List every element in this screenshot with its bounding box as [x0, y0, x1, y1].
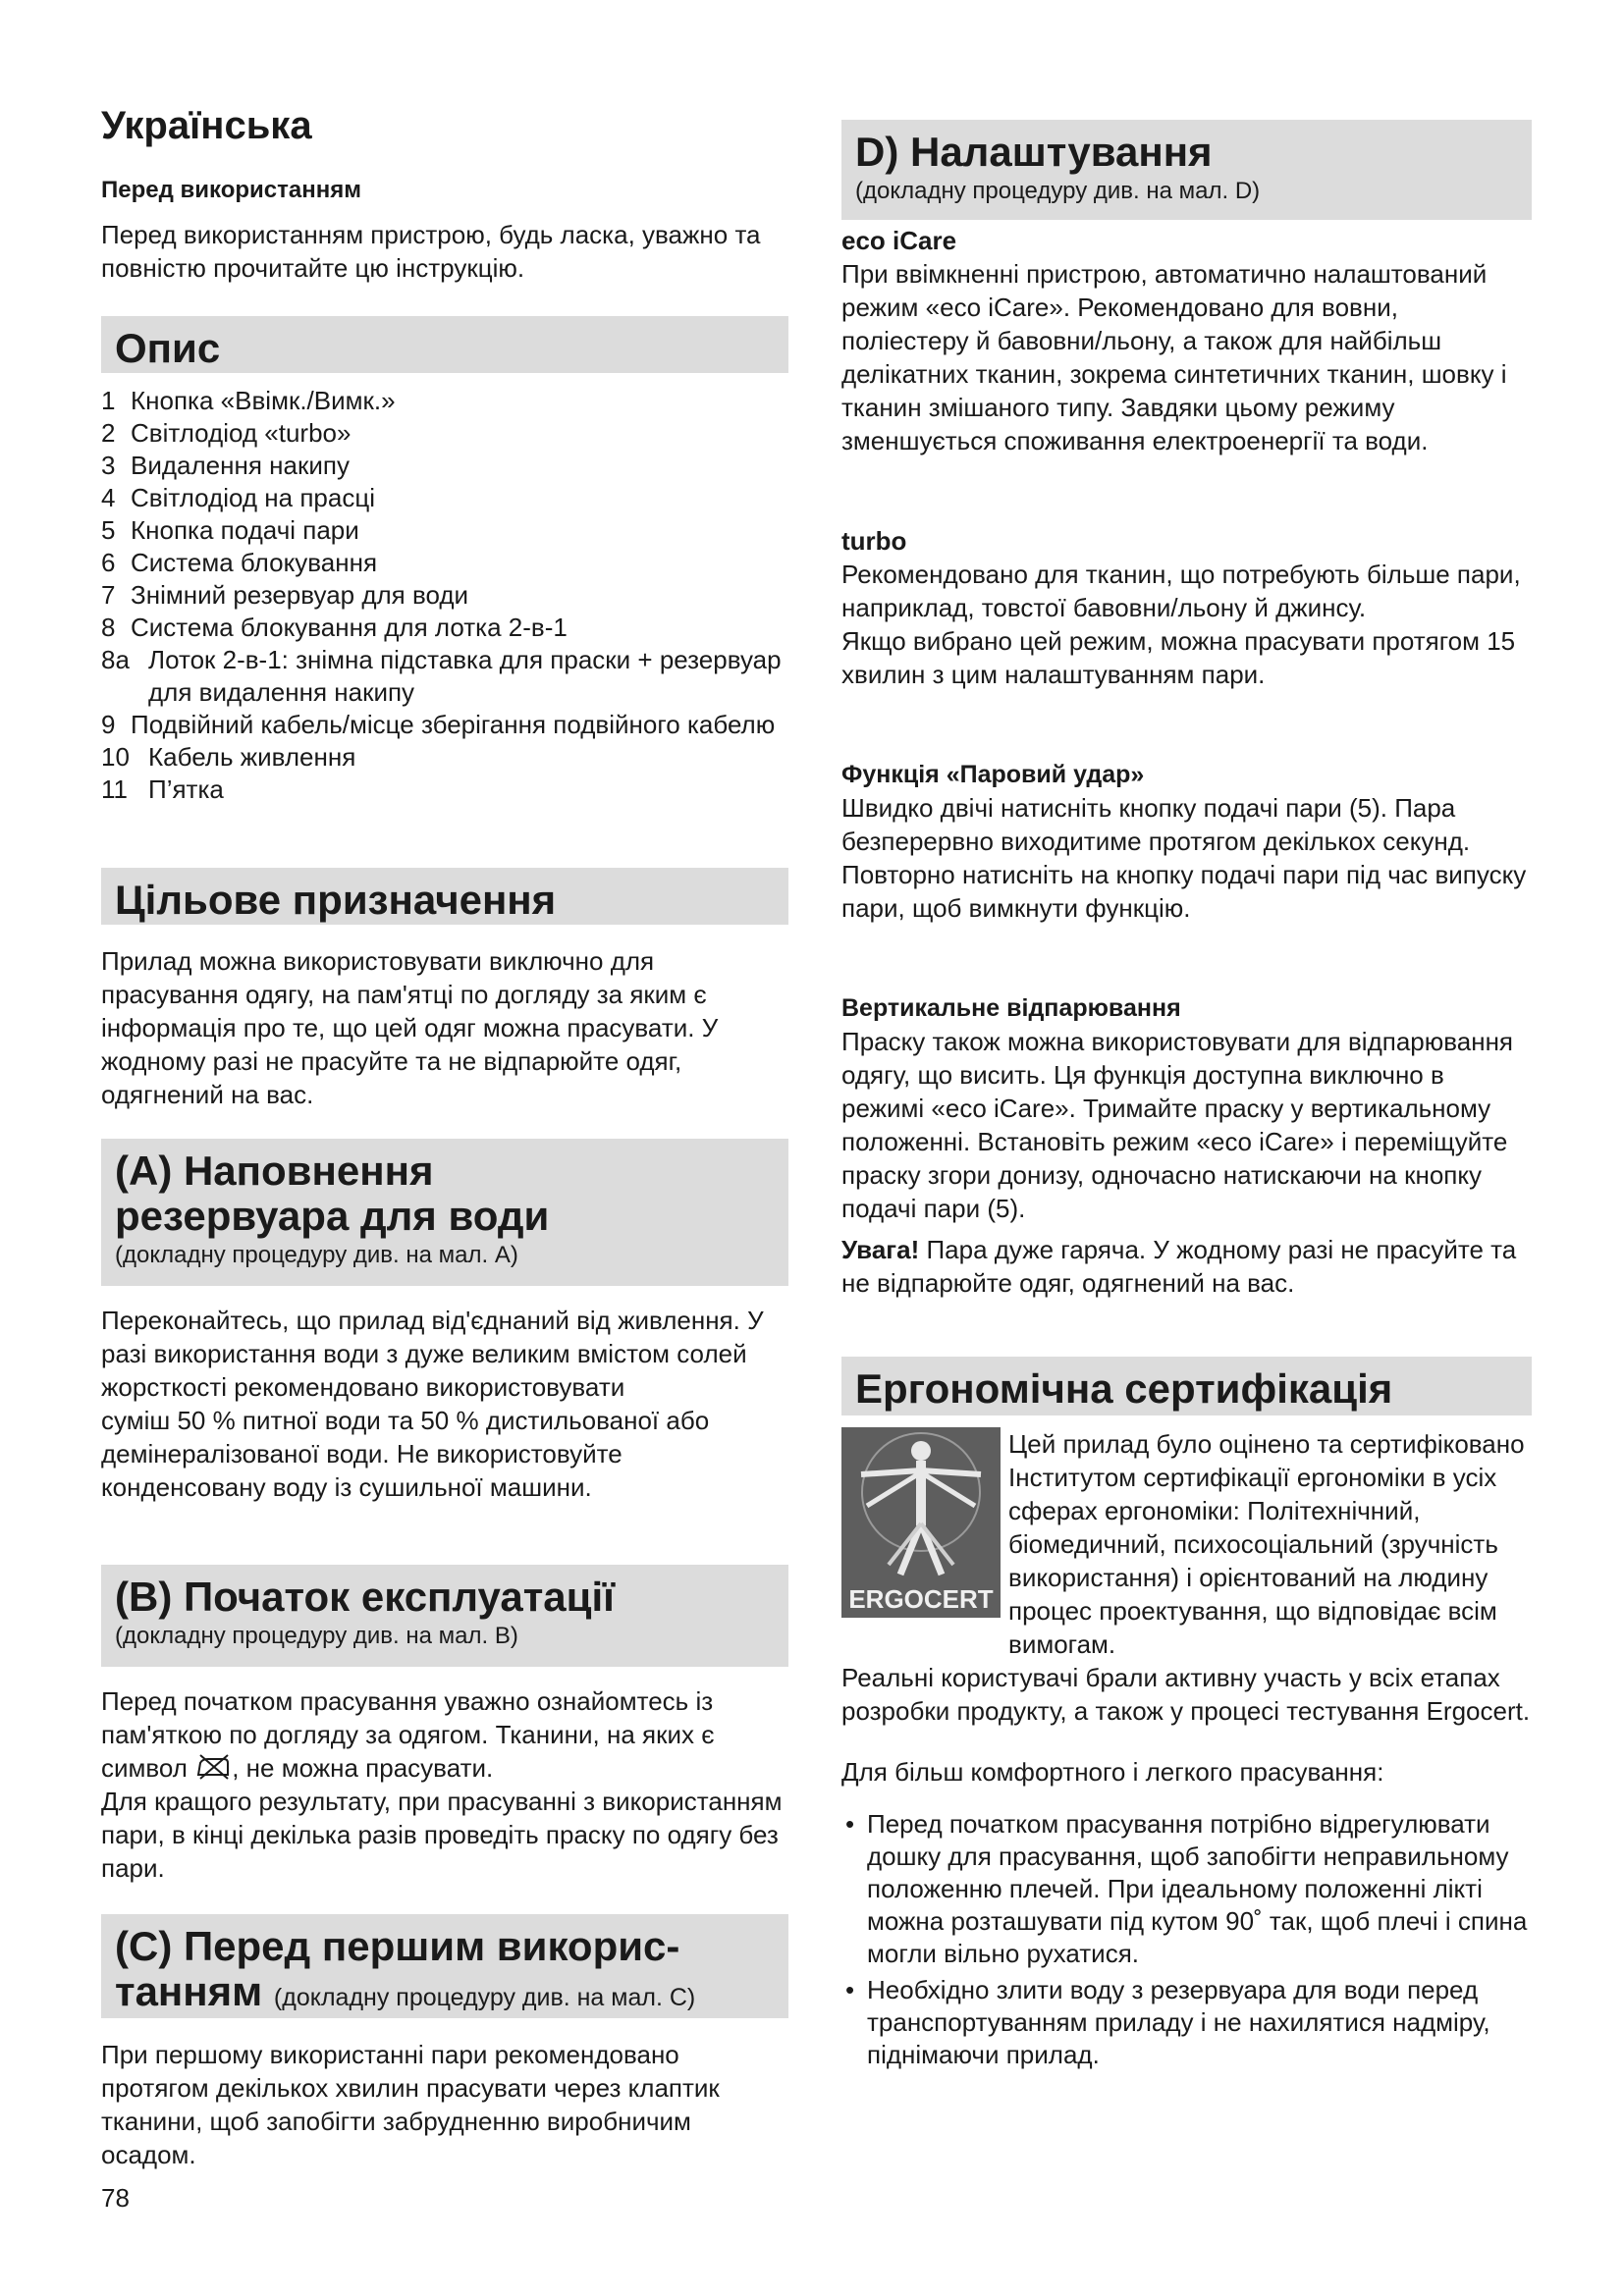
- description-list-wrap: [101, 385, 788, 806]
- description-item: [101, 417, 788, 450]
- section-a-title-line2: резервуара для води: [115, 1193, 550, 1239]
- section-c-title-line1: (C) Перед першим викорис-: [115, 1923, 680, 1969]
- ergonomic-title: Ергономічна сертифікація: [855, 1365, 1393, 1412]
- description-item-text: Світлодіод на прасці: [131, 483, 375, 512]
- vertical-steam-text: Праску також можна використовувати для відпарювання одягу, що висить. Ця функція доступна виключно в режимі «eco iCare». Тримайте праску у вертикальному положенні. Встановіть режим «eco iCare» і переміщуйте праску згори донизу, одночасно натискаючи на кнопку подачі пари (5).: [841, 1027, 1514, 1223]
- description-item-number: 9: [101, 710, 116, 739]
- ergonomic-bullets: [841, 1808, 1532, 2071]
- before-use-text: Перед використанням пристрою, будь ласка, уважно та повністю прочитайте цю інструкцію.: [101, 220, 761, 283]
- section-c-title-line2-wrap: [115, 1969, 775, 2020]
- description-item-text: Видалення накипу: [131, 451, 350, 480]
- section-c-note: (докладну процедуру див. на мал. C): [273, 1984, 696, 2011]
- description-item-number: 5: [101, 515, 116, 545]
- section-b-text2: Для кращого результату, при прасуванні з використанням пари, в кінці декілька разів проведіть праску по одягу без пари.: [101, 1787, 783, 1883]
- description-item-text: Знімний резервуар для води: [131, 580, 469, 610]
- description-item-number: 10: [101, 742, 130, 772]
- section-a-note: (докладну процедуру див. на мал. A): [115, 1242, 518, 1268]
- description-item-number: 2: [101, 418, 116, 448]
- turbo-heading: turbo: [841, 526, 907, 556]
- turbo-text2: Якщо вибрано цей режим, можна прасувати протягом 15 хвилин з цим налаштуванням пари.: [841, 626, 1516, 689]
- section-c-title-line2: танням: [115, 1968, 263, 2014]
- eco-heading: eco iCare: [841, 226, 957, 255]
- section-c-body: [101, 2038, 788, 2171]
- description-item-text: Подвійний кабель/місце зберігання подвійного кабелю: [131, 710, 776, 739]
- logo-float-spacer: [841, 1427, 1008, 1633]
- page-number: 78: [101, 2183, 130, 2213]
- turbo-text1: Рекомендовано для тканин, що потребують більше пари, наприклад, товстої бавовни/льону й джинсу.: [841, 560, 1521, 622]
- description-item-number: 11: [101, 774, 128, 804]
- description-title: Опис: [115, 325, 221, 371]
- description-heading-box: [101, 316, 788, 373]
- vertical-steam-section: [841, 991, 1532, 1300]
- description-item-text: Кабель живлення: [148, 742, 356, 772]
- section-b-body: [101, 1684, 788, 1885]
- description-item: [101, 709, 788, 741]
- description-item-text: Лоток 2-в-1: знімна підставка для праски + резервуар для видалення накипу: [148, 645, 782, 707]
- description-item: [101, 579, 788, 612]
- description-item: [101, 514, 788, 547]
- description-item-number: 1: [101, 386, 116, 415]
- section-b-text1-b: , не можна прасувати.: [232, 1753, 494, 1783]
- section-c-text: При першому використанні пари рекомендовано протягом декількох хвилин прасувати через клаптик тканини, щоб запобігти забрудненню виробничим осадом.: [101, 2040, 720, 2169]
- vertical-steam-heading: Вертикальне відпарювання: [841, 994, 1181, 1022]
- section-a-heading-box: [101, 1139, 788, 1286]
- warning-text-wrap: [841, 1233, 1532, 1300]
- section-d-title: D) Налаштування: [855, 129, 1213, 175]
- description-item-text: П’ятка: [148, 774, 224, 804]
- description-item: [101, 612, 788, 644]
- steam-shot-heading: Функція «Паровий удар»: [841, 761, 1145, 788]
- ergonomic-bullet-item: • Перед початком прасування потрібно відрегулювати дошку для прасування, щоб запобігти неправильному положенню плечей. При ідеальному положенні лікті можна розташувати під кутом 90˚ так, щоб плечі і спина могли вільно рухатися.: [841, 1808, 1532, 1970]
- section-b-text1: [101, 1684, 788, 1785]
- description-item-text: Кнопка «Ввімк./Вимк.»: [131, 386, 396, 415]
- section-b-title: (B) Початок експлуатації: [115, 1574, 615, 1620]
- section-c-heading-box: [101, 1914, 788, 2018]
- eco-section: [841, 224, 1532, 457]
- steam-shot-section: [841, 758, 1532, 925]
- section-a-body: [101, 1304, 788, 1504]
- section-a-text1: Переконайтесь, що прилад від'єднаний від живлення. У разі використання води з дуже великим вмістом солей жорсткості рекомендовано використовувати: [101, 1306, 764, 1402]
- description-item-text: Система блокування: [131, 548, 378, 577]
- warning-text: Пара дуже гаряча. У жодному разі не прасуйте та не відпарюйте одяг, одягнений на вас.: [841, 1235, 1517, 1298]
- intended-use-heading-box: [101, 868, 788, 925]
- section-b-heading-box: [101, 1565, 788, 1667]
- description-item: [101, 547, 788, 579]
- ergonomic-bullet-item: • Необхідно злити воду з резервуара для води перед транспортуванням приладу і не нахилятися надміру, піднімаючи прилад.: [841, 1974, 1532, 2071]
- ergonomic-text2: Реальні користувачі брали активну участь у всіх етапах розробки продукту, а також у процесі тестування Ergocert.: [841, 1663, 1531, 1726]
- description-item-text: Кнопка подачі пари: [131, 515, 359, 545]
- section-a-text2: суміш 50 % питної води та 50 % дистильованої або демінералізованої води. Не використовуйте конденсовану воду із сушильної машини.: [101, 1406, 710, 1502]
- ergocert-logo-text: ERGOCERT: [848, 1584, 994, 1614]
- ergonomic-text3: Для більш комфортного і легкого прасування:: [841, 1757, 1384, 1787]
- description-item: [101, 385, 788, 417]
- section-d-note: (докладну процедуру див. на мал. D): [855, 178, 1261, 204]
- before-use-section: [101, 177, 788, 285]
- intended-use-body: [101, 944, 788, 1111]
- description-item: [101, 774, 788, 806]
- section-a-title-line1: (A) Наповнення: [115, 1148, 434, 1194]
- turbo-section: [841, 524, 1532, 691]
- intended-use-title: Цільове призначення: [115, 877, 557, 923]
- description-item-number: 4: [101, 483, 116, 512]
- description-list: [101, 385, 788, 806]
- section-b-note: (докладну процедуру див. на мал. B): [115, 1623, 518, 1649]
- description-item-text: Світлодіод «turbo»: [131, 418, 352, 448]
- language-title: Українська: [101, 104, 312, 147]
- description-item-number: 7: [101, 580, 116, 610]
- description-item-number: 6: [101, 548, 116, 577]
- description-item-number: 3: [101, 451, 116, 480]
- description-item: [101, 644, 788, 709]
- ergonomic-text1-box: [841, 1427, 1532, 2075]
- steam-shot-text: Швидко двічі натисніть кнопку подачі пари (5). Пара безперервно виходитиме протягом декількох секунд. Повторно натисніть на кнопку подачі пари під час випуску пари, щоб вимкнути функцію.: [841, 793, 1527, 923]
- ergonomic-text1-content: Цей прилад було оцінено та сертифіковано Інститутом сертифікації ергономіки в усіх сферах ергономіки: Політехнічний, біомедичний, психосоціальний (зручність використання) і орієнтований на людину процес проектування, що відповідає всім вимогам.: [1008, 1429, 1525, 1659]
- description-item-number: 8a: [101, 645, 130, 674]
- description-item: [101, 482, 788, 514]
- description-item-text: Система блокування для лотка 2-в-1: [131, 613, 568, 642]
- description-item: [101, 450, 788, 482]
- section-d-heading-box: [841, 120, 1532, 220]
- before-use-heading: Перед використанням: [101, 177, 361, 203]
- ergonomic-heading-box: [841, 1357, 1532, 1415]
- warning-label: Увага!: [841, 1235, 920, 1264]
- description-item: [101, 741, 788, 774]
- description-item-number: 8: [101, 613, 116, 642]
- intended-use-text: Прилад можна використовувати виключно для прасування одягу, на пам'ятці по догляду за яким є інформація про те, що цей одяг можна прасувати. У жодному разі не прасуйте та не відпарюйте одяг, одягнений на вас.: [101, 946, 719, 1109]
- eco-text: При ввімкненні пристрою, автоматично налаштований режим «eco iCare». Рекомендовано для вовни, поліестеру й бавовни/льону, а також для найбільш делікатних тканин, зокрема синтетичних тканин, шовку і тканин змішаного типу. Завдяки цьому режиму зменшується споживання електроенергії та води.: [841, 259, 1507, 455]
- ergonomic-text1: [841, 1427, 1532, 1661]
- no-ironing-symbol-icon: [194, 1753, 232, 1781]
- section-b-text1-a: Перед початком прасування уважно ознайомтесь із пам'яткою по догляду за одягом. Тканини, на яких є символ: [101, 1686, 715, 1783]
